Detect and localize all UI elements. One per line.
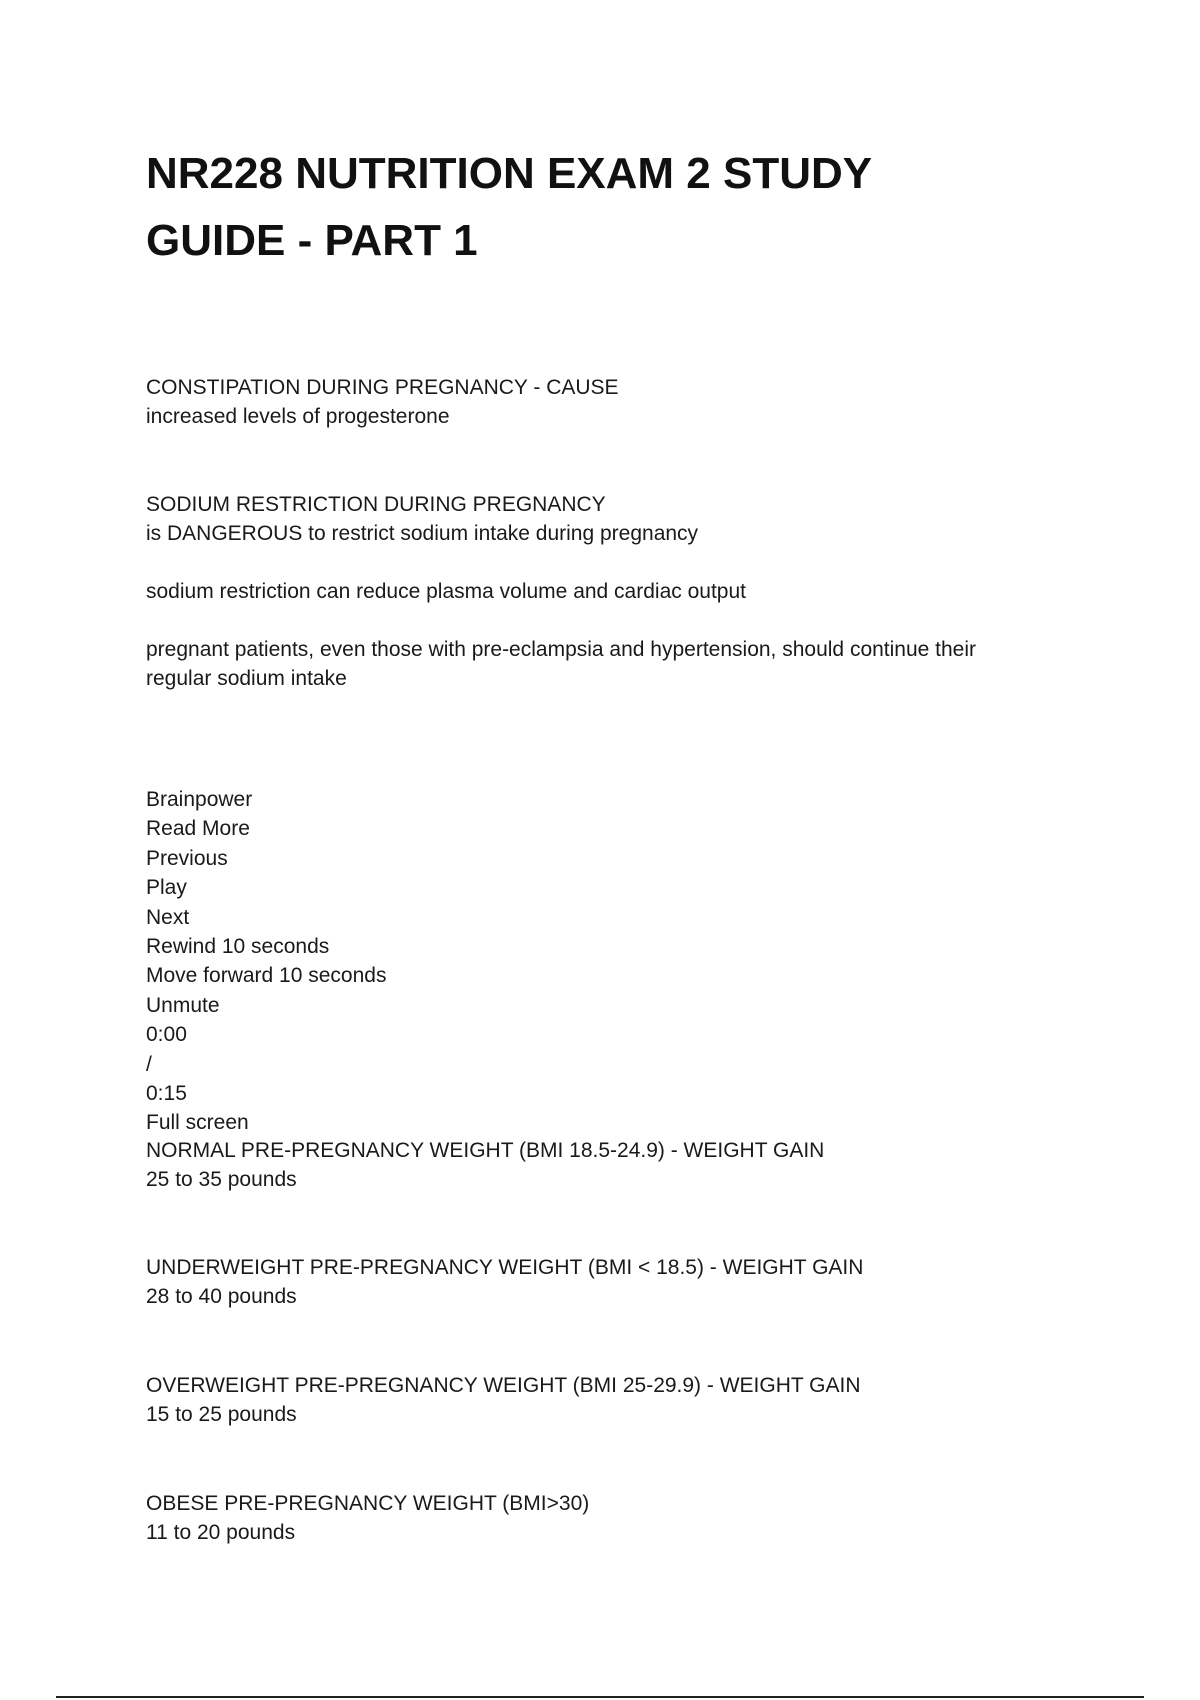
weight-gain-obese bbox=[146, 1489, 1076, 1547]
weight-value: 11 to 20 pounds bbox=[146, 1521, 296, 1544]
weight-heading: OVERWEIGHT PRE-PREGNANCY WEIGHT (BMI 25-29.9) - WEIGHT GAIN bbox=[146, 1374, 861, 1397]
sodium-text-3b: regular sodium intake bbox=[146, 667, 347, 690]
time-separator: / bbox=[146, 1052, 152, 1076]
constipation-heading: CONSTIPATION DURING PREGNANCY - CAUSE bbox=[146, 376, 619, 399]
weight-value: 25 to 35 pounds bbox=[146, 1168, 297, 1191]
weight-value: 15 to 25 pounds bbox=[146, 1403, 297, 1426]
paragraph-gap bbox=[146, 548, 1076, 577]
weight-heading: UNDERWEIGHT PRE-PREGNANCY WEIGHT (BMI < 18.5) - WEIGHT GAIN bbox=[146, 1256, 864, 1279]
page-bottom-divider bbox=[56, 1696, 1144, 1698]
page-title bbox=[146, 140, 1046, 274]
unmute-button[interactable]: Unmute bbox=[146, 993, 220, 1017]
weight-value: 28 to 40 pounds bbox=[146, 1285, 297, 1308]
next-button[interactable]: Next bbox=[146, 905, 190, 929]
full-screen-button[interactable]: Full screen bbox=[146, 1111, 249, 1135]
video-player-fallback-text bbox=[146, 785, 846, 1138]
sodium-heading: SODIUM RESTRICTION DURING PREGNANCY bbox=[146, 493, 606, 516]
weight-gain-overweight bbox=[146, 1371, 1076, 1429]
constipation-section bbox=[146, 373, 1076, 431]
previous-button[interactable]: Previous bbox=[146, 846, 228, 870]
rewind-button[interactable]: Rewind 10 seconds bbox=[146, 935, 330, 959]
weight-gain-underweight bbox=[146, 1253, 1076, 1311]
sodium-text-3a: pregnant patients, even those with pre-eclampsia and hypertension, should continue their bbox=[146, 638, 977, 661]
sodium-section bbox=[146, 490, 1076, 693]
sodium-text-1: is DANGEROUS to restrict sodium intake during pregnancy bbox=[146, 522, 699, 545]
weight-gain-normal bbox=[146, 1136, 1076, 1194]
duration: 0:15 bbox=[146, 1082, 187, 1106]
page-title-line-1: NR228 NUTRITION EXAM 2 STUDY bbox=[146, 149, 873, 198]
forward-button[interactable]: Move forward 10 seconds bbox=[146, 964, 387, 988]
read-more-link[interactable]: Read More bbox=[146, 817, 250, 841]
weight-heading: OBESE PRE-PREGNANCY WEIGHT (BMI>30) bbox=[146, 1492, 590, 1515]
paragraph-gap bbox=[146, 606, 1076, 635]
weight-heading: NORMAL PRE-PREGNANCY WEIGHT (BMI 18.5-24.9) - WEIGHT GAIN bbox=[146, 1139, 825, 1162]
play-button[interactable]: Play bbox=[146, 876, 187, 900]
constipation-text: increased levels of progesterone bbox=[146, 405, 450, 428]
player-brand: Brainpower bbox=[146, 788, 253, 811]
sodium-text-2: sodium restriction can reduce plasma volume and cardiac output bbox=[146, 580, 746, 603]
page-title-line-2: GUIDE - PART 1 bbox=[146, 216, 478, 265]
current-time: 0:00 bbox=[146, 1023, 187, 1047]
